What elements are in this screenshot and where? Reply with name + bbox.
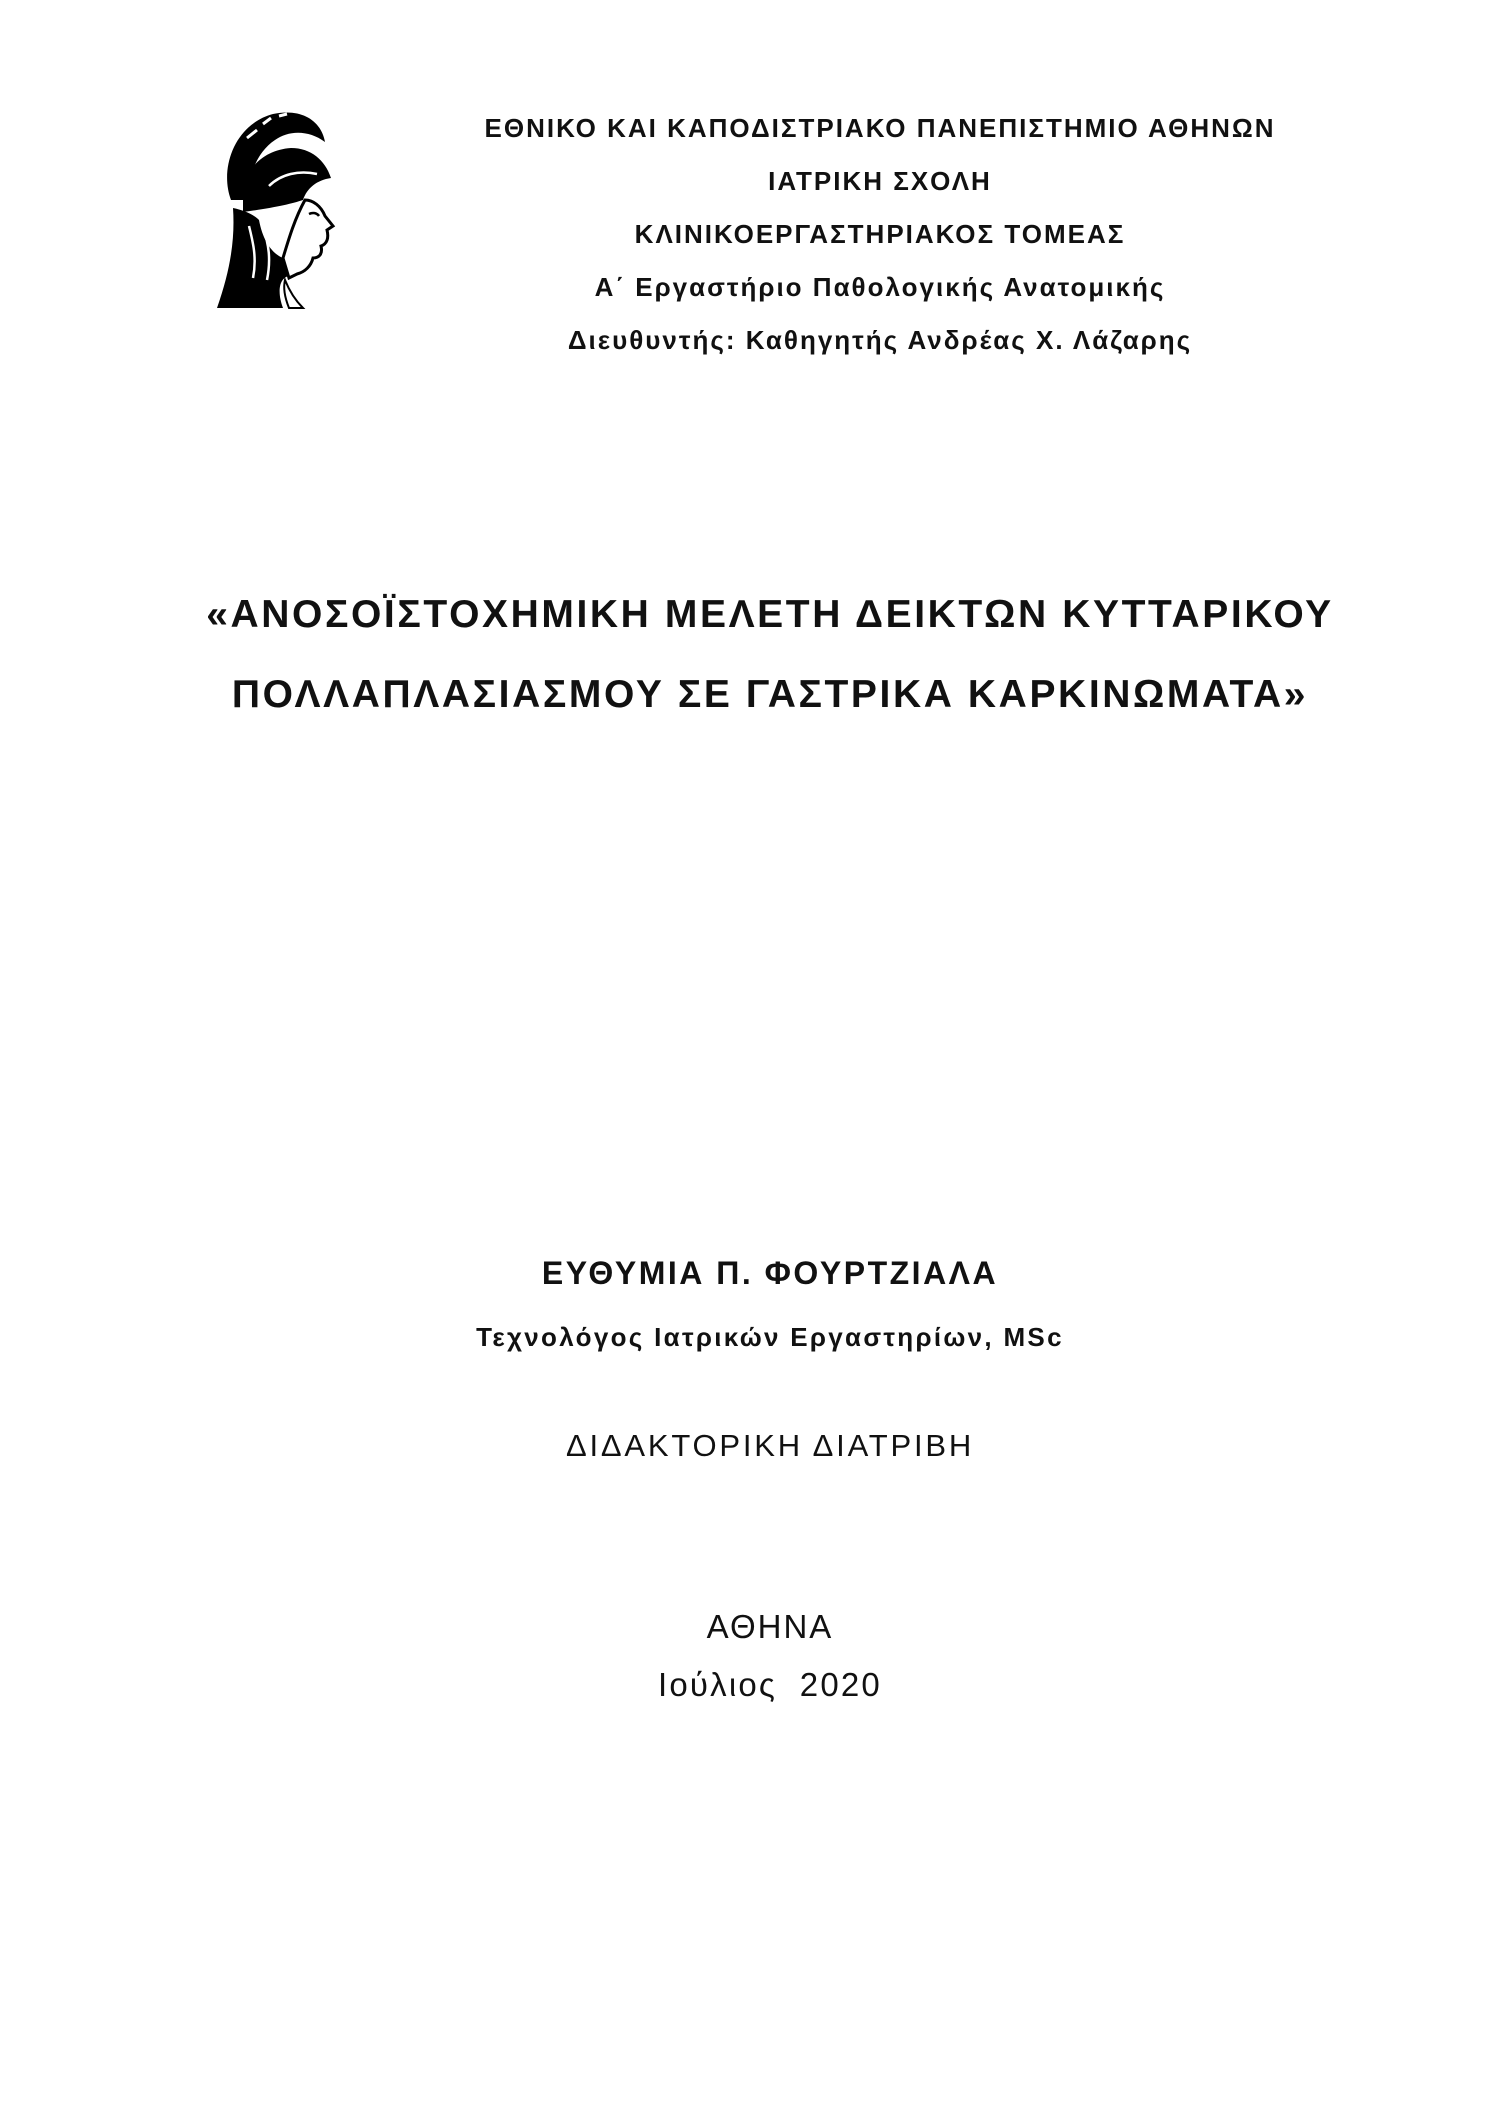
laboratory-name: Α΄ Εργαστήριο Παθολογικής Ανατομικής	[594, 272, 1166, 302]
place: ΑΘΗΝΑ	[706, 1608, 834, 1645]
department-name: ΚΛΙΝΙΚΟΕΡΓΑΣΤΗΡΙΑΚΟΣ ΤΟΜΕΑΣ	[634, 219, 1126, 249]
document-type: ΔΙΔΑΚΤΟΡΙΚΗ ΔΙΑΤΡΙΒΗ	[565, 1428, 975, 1463]
athena-head-icon	[213, 108, 353, 313]
school-name: ΙΑΤΡΙΚΗ ΣΧΟΛΗ	[768, 166, 992, 196]
date: Ιούλιος 2020	[657, 1666, 882, 1703]
thesis-title-line-1: «ΑΝΟΣΟΪΣΤΟΧΗΜΙΚΗ ΜΕΛΕΤΗ ΔΕΙΚΤΩΝ ΚΥΤΤΑΡΙΚΟΥ	[206, 593, 1334, 636]
thesis-title-line-2: ΠΟΛΛΑΠΛΑΣΙΑΣΜΟΥ ΣΕ ΓΑΣΤΡΙΚΑ ΚΑΡΚΙΝΩΜΑΤΑ»	[231, 673, 1309, 716]
author-role: Τεχνολόγος Ιατρικών Εργαστηρίων, MSc	[476, 1322, 1064, 1352]
author-name: ΕΥΘΥΜΙΑ Π. ΦΟΥΡΤΖΙΑΛΑ	[541, 1255, 999, 1291]
thesis-title	[150, 575, 1390, 735]
institution-header	[430, 102, 1330, 367]
director-name: Διευθυντής: Καθηγητής Ανδρέας Χ. Λάζαρης	[567, 325, 1193, 355]
university-name: ΕΘΝΙΚΟ ΚΑΙ ΚΑΠΟΔΙΣΤΡΙΑΚΟ ΠΑΝΕΠΙΣΤΗΜΙΟ ΑΘΗΝΩΝ	[484, 113, 1276, 143]
